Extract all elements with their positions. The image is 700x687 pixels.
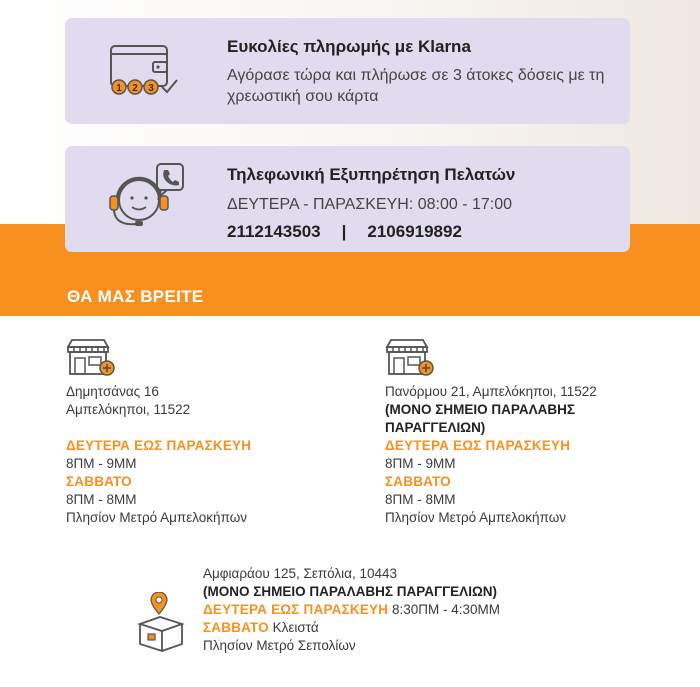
store-c-info bbox=[203, 565, 500, 655]
store-a-info bbox=[66, 383, 251, 527]
klarna-title: Ευκολίες πληρωμής με Klarna bbox=[227, 37, 471, 56]
phone-separator: | bbox=[341, 222, 347, 241]
support-hours: ΔΕΥΤΕΡΑ - ΠΑΡΑΣΚΕΥΗ: 08:00 - 17:00 bbox=[227, 196, 512, 213]
store-b-weekdays-hours: 8ΠΜ - 9ΜΜ bbox=[385, 456, 456, 471]
store-a-metro: Πλησίον Μετρό Αμπελοκήπων bbox=[66, 510, 247, 525]
store-b-metro: Πλησίον Μετρό Αμπελοκήπων bbox=[385, 510, 566, 525]
store-a-address-line1: Δημητσάνας 16 bbox=[66, 384, 159, 399]
klarna-description: Αγόρασε τώρα και πλήρωσε σε 3 άτοκες δόσεις με τη χρεωστική σου κάρτα bbox=[227, 67, 605, 105]
store-c-address: Αμφιαράου 125, Σεπόλια, 10443 bbox=[203, 566, 398, 581]
store-b-weekdays-label: ΔΕΥΤΕΡΑ ΕΩΣ ΠΑΡΑΣΚΕΥΗ bbox=[385, 438, 571, 453]
phone-number-2[interactable]: 2106919892 bbox=[367, 222, 462, 241]
store-c-note: (ΜΟΝΟ ΣΗΜΕΙΟ ΠΑΡΑΛΑΒΗΣ ΠΑΡΑΓΓΕΛΙΩΝ) bbox=[203, 584, 498, 599]
store-c-weekdays-label: ΔΕΥΤΕΡΑ ΕΩΣ ΠΑΡΑΣΚΕΥΗ bbox=[203, 602, 389, 617]
store-a-saturday-label: ΣΑΒΒΑΤΟ bbox=[66, 474, 132, 489]
store-c-weekdays-hours: 8:30ΠΜ - 4:30ΜΜ bbox=[391, 602, 501, 617]
step-1-label: 1 bbox=[116, 83, 122, 94]
store-c-saturday-label: ΣΑΒΒΑΤΟ bbox=[203, 620, 269, 635]
store-a-weekdays-hours: 8ΠΜ - 9ΜΜ bbox=[66, 456, 137, 471]
store-b-saturday-label: ΣΑΒΒΑΤΟ bbox=[385, 474, 451, 489]
support-phone-numbers bbox=[227, 222, 462, 242]
store-c-saturday-hours: Κλειστά bbox=[272, 620, 319, 635]
klarna-card bbox=[65, 18, 630, 124]
store-b-address: Πανόρμου 21, Αμπελόκηποι, 11522 bbox=[385, 384, 597, 399]
pickup-box-location-icon bbox=[136, 592, 186, 652]
store-plus-icon bbox=[66, 338, 116, 378]
store-c-metro: Πλησίον Μετρό Σεπολίων bbox=[203, 638, 356, 653]
customer-support-headset-icon bbox=[101, 160, 191, 236]
step-3-label: 3 bbox=[148, 83, 154, 94]
store-b-info bbox=[385, 383, 597, 527]
support-title: Τηλεφωνική Εξυπηρέτηση Πελατών bbox=[227, 165, 516, 184]
store-a-saturday-hours: 8ΠΜ - 8ΜΜ bbox=[66, 492, 137, 507]
store-a-address-line2: Αμπελόκηποι, 11522 bbox=[66, 402, 191, 417]
store-b-saturday-hours: 8ΠΜ - 8ΜΜ bbox=[385, 492, 456, 507]
support-card bbox=[65, 146, 630, 252]
locations-title: ΘΑ ΜΑΣ ΒΡΕΙΤΕ bbox=[67, 287, 204, 306]
phone-number-1[interactable]: 2112143503 bbox=[227, 222, 321, 241]
store-b-note-line1: (ΜΟΝΟ ΣΗΜΕΙΟ ΠΑΡΑΛΑΒΗΣ bbox=[385, 402, 575, 417]
store-plus-icon bbox=[385, 338, 435, 378]
store-a-weekdays-label: ΔΕΥΤΕΡΑ ΕΩΣ ΠΑΡΑΣΚΕΥΗ bbox=[66, 438, 252, 453]
store-b-note-line2: ΠΑΡΑΓΓΕΛΙΩΝ) bbox=[385, 420, 486, 435]
wallet-installments-icon bbox=[105, 40, 185, 102]
step-2-label: 2 bbox=[132, 83, 138, 94]
